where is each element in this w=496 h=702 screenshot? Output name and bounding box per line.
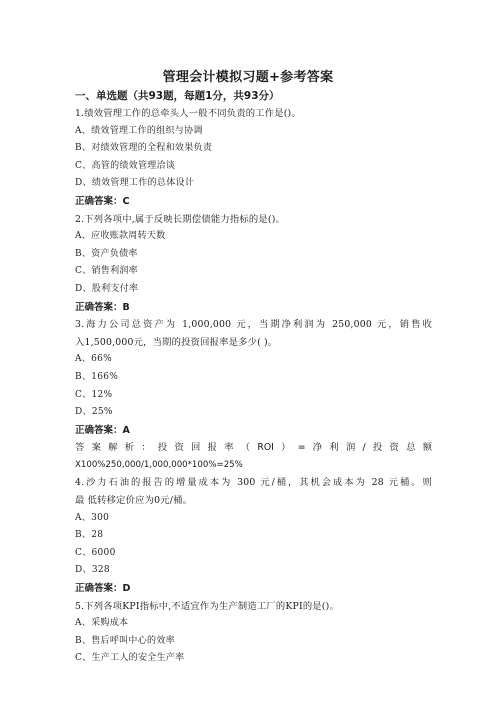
question-5-option-c: C、生产工人的安全生产率	[75, 653, 185, 664]
question-4-option-c: C、6000	[75, 547, 116, 558]
question-3-explanation	[75, 439, 432, 474]
question-3-option-b: B、166%	[75, 371, 119, 382]
question-3-option-a: A、66%	[75, 354, 113, 365]
document-title: 管理会计模拟习题+参考答案	[162, 70, 334, 85]
question-2-option-a: A、应收账款周转天数	[75, 231, 166, 242]
question-5-stem: 5.下列各项KPI指标中,不适宜作为生产制造工厂的KPI的是()。	[75, 600, 339, 612]
question-4-stem-line-1: 4.沙力石油的报告的增量成本为 300 元/桶，其机会成本为 28 元桶。则	[75, 477, 432, 489]
question-2-stem: 2.下列各项中,属于反映长期偿债能力指标的是()。	[75, 213, 286, 225]
section-heading: 一、单选题（共93题，每题1分，共93分）	[75, 90, 280, 102]
question-1-option-b: B、对绩效管理的全程和效果负责	[75, 143, 213, 154]
question-2-option-c: C、销售利润率	[75, 266, 138, 277]
question-1-answer: 正确答案：C	[75, 195, 130, 207]
question-3-option-d: D、25%	[75, 407, 113, 418]
question-3-explanation-line-2: X100%250,000/1,000,000*100%=25%	[75, 459, 243, 470]
question-3-stem	[75, 316, 432, 351]
question-3-explanation-line-1: 答案解析：投资回报率（ROI）=净利润/投资总额	[75, 442, 432, 454]
question-2-answer: 正确答案：B	[75, 301, 130, 313]
question-4-option-d: D、328	[75, 565, 110, 576]
question-1-option-d: D、绩效管理工作的总体设计	[75, 178, 195, 189]
question-2-option-b: B、资产负债率	[75, 248, 138, 259]
question-4-stem	[75, 474, 432, 509]
question-4-answer: 正确答案：D	[75, 583, 131, 595]
question-3-stem-line-2: 入1,500,000元，当期的投资回报率是多少( )。	[75, 336, 278, 348]
document-body	[75, 87, 432, 668]
question-4-option-a: A、300	[75, 512, 110, 523]
question-4-option-b: B、28	[75, 530, 104, 541]
question-5-option-a: A、采购成本	[75, 618, 129, 629]
question-1-option-c: C、高管的绩效管理洽谈	[75, 160, 176, 171]
question-4-stem-line-2: 最 低转移定价应为0元/桶。	[75, 495, 193, 507]
question-1-stem: 1.绩效管理工作的总牵头人一般不同负责的工作是()。	[75, 108, 301, 119]
question-1-option-a: A、绩效管理工作的组织与协调	[75, 125, 203, 136]
question-3-answer: 正确答案：A	[75, 424, 130, 436]
question-5-option-b: B、售后呼叫中心的效率	[75, 635, 175, 646]
question-3-stem-line-1: 3.海力公司总资产为 1,000,000 元，当期净利润为 250,000 元，销售收	[75, 319, 432, 331]
question-2-option-d: D、股利支付率	[75, 283, 139, 294]
question-3-option-c: C、12%	[75, 389, 113, 400]
